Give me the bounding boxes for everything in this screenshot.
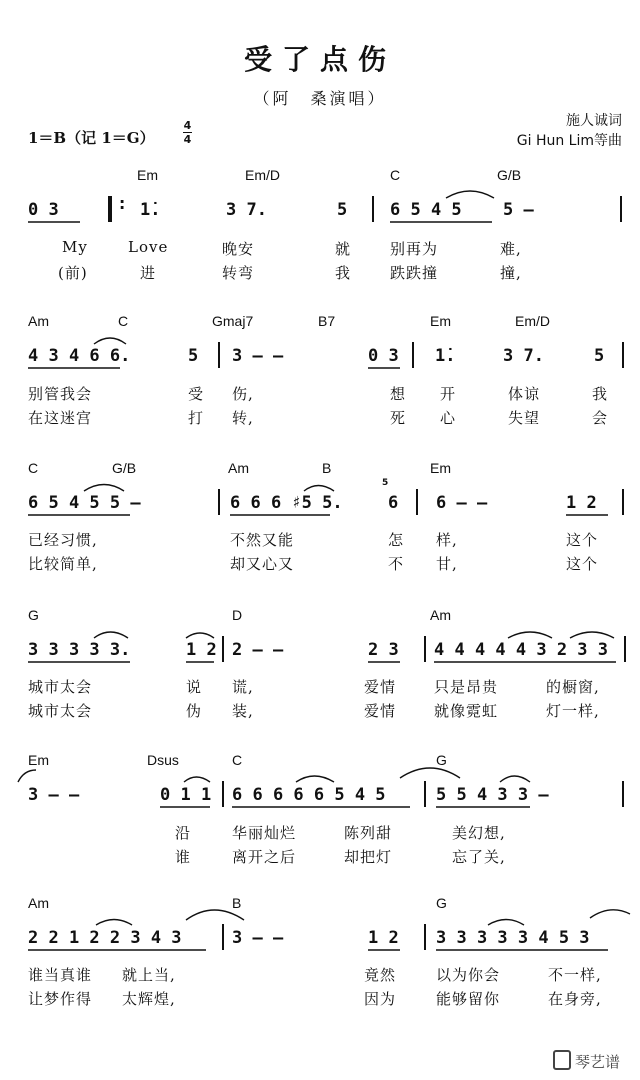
lyric: 别管我会 (28, 385, 93, 403)
site-logo (553, 1050, 620, 1072)
logo-text: 琴艺谱 (574, 1053, 620, 1071)
lyric: 甘, (436, 555, 458, 573)
lyric: 难, (500, 240, 522, 258)
lyric: 爱情 (364, 702, 397, 720)
lyric: 城市太会 (28, 702, 93, 720)
lyric: 竟然 (364, 966, 397, 984)
lyric: 却把灯 (344, 848, 393, 866)
lyric: 谎, (232, 678, 254, 696)
logo-icon (553, 1050, 571, 1070)
chord: B (232, 895, 242, 911)
chord: Dsus (147, 752, 179, 768)
lyric: 别再为 (390, 240, 439, 258)
lyric: 体谅 (508, 385, 541, 403)
lyric: 这个 (566, 555, 599, 573)
lyric: 不 (388, 555, 405, 573)
key-signature: 1＝B（记 1＝G） (28, 129, 155, 147)
lyric: 怎 (388, 531, 405, 549)
lyric: 我 (335, 264, 352, 282)
barline (424, 781, 426, 807)
lyric: 撞, (500, 264, 522, 282)
repeat-barline (108, 196, 112, 222)
slur-arc (500, 776, 530, 782)
note-group: 1̇. (140, 200, 161, 220)
chord: Gmaj7 (212, 313, 254, 329)
lyric: 灯一样, (546, 702, 600, 720)
slur-arc (94, 338, 126, 344)
chord: C (390, 167, 401, 183)
lyric: 开 (440, 385, 457, 403)
lyric: 我 (592, 385, 609, 403)
chord: B (322, 460, 332, 476)
lyric: 转弯 (222, 264, 255, 282)
chord: Em (28, 752, 49, 768)
barline (218, 342, 220, 368)
tie-arc (18, 770, 36, 782)
lyric: 进 (140, 264, 157, 282)
note-group: 3 3 3 3 3 4 5 3 (436, 928, 590, 948)
note-group: 6 5 4 5 (390, 200, 462, 220)
note-group: 4 4 4 4 4 3 2 3 3 (434, 640, 608, 660)
lyric: 华丽灿烂 (232, 824, 297, 842)
tie-arc (590, 910, 630, 918)
lyric: 以为你会 (436, 966, 501, 984)
barline (222, 924, 224, 950)
barline (424, 636, 426, 662)
chord: Em/D (245, 167, 280, 183)
lyric: 不然又能 (230, 531, 295, 549)
tie-arc (186, 910, 244, 920)
barline (620, 196, 622, 222)
lyric: 会 (592, 409, 609, 427)
tie-arc (400, 768, 460, 778)
chord: G (436, 752, 447, 768)
barline (416, 489, 418, 515)
lyricist-credit: 施人诚词 (566, 113, 622, 129)
lyric: 却又心又 (230, 555, 295, 573)
note-group: 3 – – (28, 785, 80, 805)
slur-arc (84, 485, 124, 492)
slur-arc (186, 633, 214, 638)
chord: Am (28, 313, 49, 329)
barline (222, 636, 224, 662)
note-group: 1 2 (368, 928, 399, 948)
time-signature-top: 4 (183, 119, 192, 132)
lyric: 比较简单, (28, 555, 98, 573)
barline (622, 781, 624, 807)
chord: Em/D (515, 313, 550, 329)
time-signature-bottom: 4 (183, 133, 192, 146)
chord: G/B (112, 460, 137, 476)
slur-arc (184, 777, 210, 782)
lyric: 谁 (175, 848, 192, 866)
chord: B7 (318, 313, 336, 329)
note-group: 0 1 1 (160, 785, 212, 805)
lyric: 装, (232, 702, 254, 720)
lyric: 心 (440, 409, 457, 427)
lyric: 打 (188, 409, 205, 427)
note-group: 3 – – (232, 346, 284, 366)
repeat-dots: : (117, 194, 128, 214)
chord: Em (430, 460, 451, 476)
chord: Am (28, 895, 49, 911)
lyric: Love (128, 238, 169, 256)
slur-arc (508, 632, 552, 638)
lyric: 沿 (175, 824, 192, 842)
lyric: 在身旁, (548, 990, 602, 1008)
chord: Em (430, 313, 451, 329)
lyric: 能够留你 (436, 990, 501, 1008)
lyric: 伪 (186, 702, 203, 720)
note-group: 2 3 (368, 640, 399, 660)
note-group: 0 3 (368, 346, 399, 366)
note-group: 5 (337, 200, 348, 220)
lyric: 因为 (364, 990, 397, 1008)
note-group: 4 3 4 6 6. (28, 346, 131, 366)
note-group: 6 – – (436, 493, 488, 513)
lyric: 爱情 (364, 678, 397, 696)
chord: D (232, 607, 243, 623)
note-group: 3 – – (232, 928, 284, 948)
lyric: 死 (390, 409, 407, 427)
lyric: 太辉煌, (122, 990, 176, 1008)
note-group: 3 3 3 3 3. (28, 640, 131, 660)
lyric: 说 (186, 678, 203, 696)
lyric: My (62, 238, 88, 256)
barline (424, 924, 426, 950)
chord: Em (137, 167, 158, 183)
lyric: 离开之后 (232, 848, 297, 866)
lyric: 受 (188, 385, 205, 403)
chord: G (28, 607, 39, 623)
note-group: 5 (594, 346, 605, 366)
lyric: 失望 (508, 409, 541, 427)
chord: C (28, 460, 39, 476)
note-group: 0 3 (28, 200, 59, 220)
lyric: 美幻想, (452, 824, 506, 842)
barline (412, 342, 414, 368)
barline (624, 636, 626, 662)
note-group: 5 – (503, 200, 534, 220)
chord: G (436, 895, 447, 911)
composer-credit: Gi Hun Lim等曲 (516, 133, 622, 149)
note-group: 6 6 6 6 6 5 4 5 (232, 785, 386, 805)
lyric: 就像霓虹 (434, 702, 499, 720)
note-group: 5 5 4 3 3 – (436, 785, 549, 805)
lyric: 的橱窗, (546, 678, 600, 696)
note-group: 6 (388, 493, 399, 513)
lyric: 不一样, (548, 966, 602, 984)
chord: Am (228, 460, 249, 476)
slur-arc (96, 920, 132, 926)
lyric: (前) (58, 264, 88, 282)
lyric: 城市太会 (28, 678, 93, 696)
lyric: 只是昂贵 (434, 678, 499, 696)
slur-arc (446, 191, 494, 198)
note-group: 5 (188, 346, 199, 366)
slur-arc (94, 632, 128, 638)
song-subtitle: （阿 桑演唱） (253, 89, 387, 108)
lyric: 就 (335, 240, 352, 258)
chord: G/B (497, 167, 522, 183)
note-group: 2 2 1 2 2 3 4 3 (28, 928, 182, 948)
note-group: 6 5 4 5 5 – (28, 493, 141, 513)
slur-arc (488, 920, 524, 926)
lyric: 陈列甜 (344, 824, 393, 842)
lyric: 谁当真谁 (28, 966, 93, 984)
lyric: 这个 (566, 531, 599, 549)
note-group: 1̇. (435, 346, 456, 366)
note-group: 6 6 6 ♯5 5. (230, 493, 343, 513)
chord: Am (430, 607, 451, 623)
lyric: 跌跌撞 (390, 264, 439, 282)
chord: C (232, 752, 243, 768)
note-group: 1 2 (566, 493, 597, 513)
note-group: 3 7. (503, 346, 544, 366)
lyric: 在这迷宫 (28, 409, 93, 427)
grace-note: 5 (382, 478, 389, 488)
lyric: 伤, (232, 385, 254, 403)
barline (622, 489, 624, 515)
lyric: 晚安 (222, 240, 255, 258)
lyric: 就上当, (122, 966, 176, 984)
note-group: 2 – – (232, 640, 284, 660)
barline (222, 781, 224, 807)
lyric: 已经习惯, (28, 531, 98, 549)
lyric: 让梦作得 (28, 990, 93, 1008)
lyric: 忘了关, (452, 848, 506, 866)
barline (372, 196, 374, 222)
lyric: 转, (232, 409, 254, 427)
song-title: 受了点伤 (243, 43, 396, 76)
barline (622, 342, 624, 368)
note-group: 3 7. (226, 200, 267, 220)
barline (218, 489, 220, 515)
slur-arc (304, 486, 334, 492)
slur-arc (296, 776, 334, 782)
lyric: 样, (436, 531, 458, 549)
slur-arc (570, 632, 614, 638)
time-signature (183, 120, 192, 145)
chord: C (118, 313, 129, 329)
lyric: 想 (390, 385, 407, 403)
note-group: 1 2 (186, 640, 217, 660)
